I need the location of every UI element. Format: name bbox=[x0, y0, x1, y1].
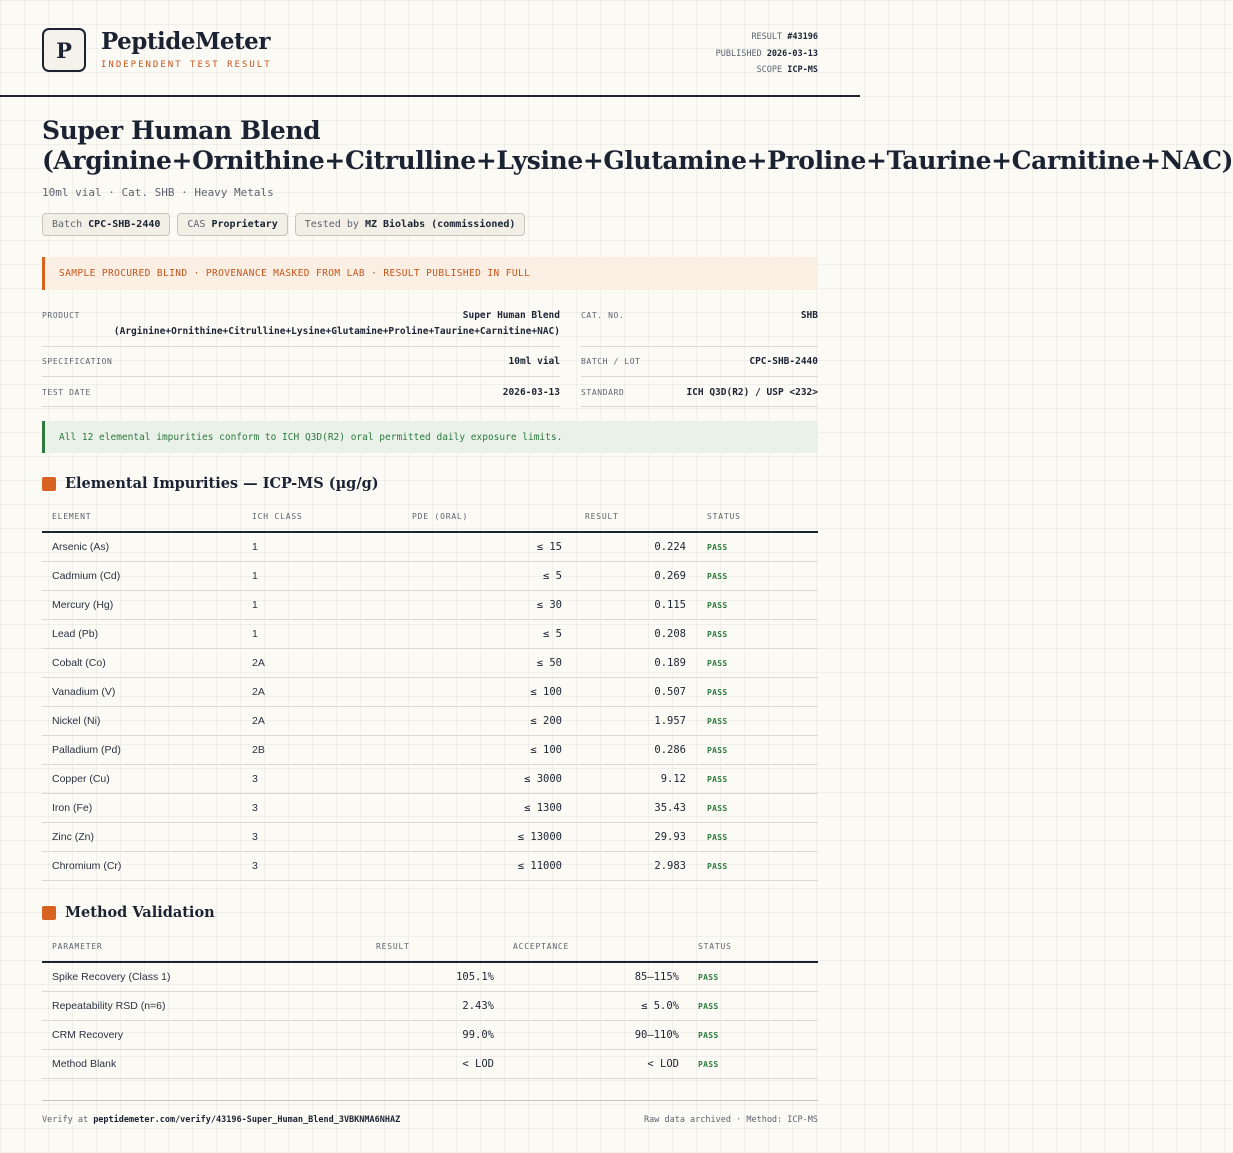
element-cell: Vanadium (V) bbox=[42, 678, 252, 707]
blind-sample-notice: SAMPLE PROCURED BLIND · PROVENANCE MASKED FROM LAB · RESULT PUBLISHED IN FULL bbox=[42, 257, 818, 290]
result-cell: 0.115 bbox=[567, 591, 688, 620]
status-badge: PASS bbox=[688, 620, 818, 649]
result-cell: 0.224 bbox=[567, 532, 688, 562]
parameter-cell: CRM Recovery bbox=[42, 1021, 342, 1050]
batch-lot-value: CPC-SHB-2440 bbox=[749, 356, 818, 367]
product-title-line2: (Arginine+Ornithine+Citrulline+Lysine+Glutamine+Proline+Taurine+Carnitine+NAC) bbox=[42, 146, 1233, 175]
status-badge: PASS bbox=[688, 794, 818, 823]
ich-class-cell: 3 bbox=[252, 852, 372, 881]
table-row bbox=[42, 678, 818, 707]
status-badge: PASS bbox=[679, 1021, 818, 1050]
ich-class-cell: 2A bbox=[252, 678, 372, 707]
specification-label: SPECIFICATION bbox=[42, 357, 113, 366]
status-badge: PASS bbox=[688, 707, 818, 736]
element-cell: Cadmium (Cd) bbox=[42, 562, 252, 591]
result-cell: < LOD bbox=[342, 1050, 494, 1079]
status-badge: PASS bbox=[679, 992, 818, 1021]
pde-cell: ≤ 30 bbox=[372, 591, 567, 620]
result-cell: 0.507 bbox=[567, 678, 688, 707]
column-header: STATUS bbox=[688, 502, 818, 532]
result-cell: 29.93 bbox=[567, 823, 688, 852]
acceptance-cell: 85–115% bbox=[494, 962, 679, 992]
cat-no-value: SHB bbox=[800, 310, 818, 321]
divider bbox=[42, 406, 560, 407]
validation-section-heading bbox=[42, 904, 215, 921]
product-value-1: Super Human Blend bbox=[462, 310, 560, 321]
result-cell: 0.269 bbox=[567, 562, 688, 591]
product-label: PRODUCT bbox=[42, 311, 80, 320]
pde-cell: ≤ 5 bbox=[372, 620, 567, 649]
divider bbox=[42, 376, 560, 377]
column-header: ICH CLASS bbox=[252, 502, 372, 532]
report-header bbox=[0, 0, 860, 97]
divider bbox=[581, 376, 818, 377]
ich-class-cell: 1 bbox=[252, 532, 372, 562]
table-row bbox=[42, 591, 818, 620]
report-meta bbox=[716, 29, 818, 79]
divider bbox=[42, 346, 560, 347]
validation-heading: Method Validation bbox=[65, 904, 215, 921]
table-row bbox=[42, 992, 818, 1021]
table-row bbox=[42, 736, 818, 765]
result-cell: 1.957 bbox=[567, 707, 688, 736]
pde-cell: ≤ 3000 bbox=[372, 765, 567, 794]
element-cell: Zinc (Zn) bbox=[42, 823, 252, 852]
test-date-value: 2026-03-13 bbox=[502, 387, 560, 398]
info-grid-left bbox=[42, 300, 560, 408]
cas-chip: CAS Proprietary bbox=[177, 213, 287, 236]
ich-class-cell: 2B bbox=[252, 736, 372, 765]
footer-divider bbox=[42, 1100, 818, 1101]
result-cell: 105.1% bbox=[342, 962, 494, 992]
result-cell: 35.43 bbox=[567, 794, 688, 823]
table-row bbox=[42, 823, 818, 852]
pde-cell: ≤ 50 bbox=[372, 649, 567, 678]
column-header: PARAMETER bbox=[42, 932, 342, 962]
pde-cell: ≤ 5 bbox=[372, 562, 567, 591]
table-row bbox=[42, 649, 818, 678]
result-cell: 2.43% bbox=[342, 992, 494, 1021]
pde-cell: ≤ 100 bbox=[372, 678, 567, 707]
brand-tagline: INDEPENDENT TEST RESULT bbox=[101, 60, 272, 70]
acceptance-cell: 90–110% bbox=[494, 1021, 679, 1050]
result-id: RESULT #43196 bbox=[751, 32, 818, 42]
table-header-row bbox=[42, 932, 818, 962]
logo: P bbox=[42, 28, 86, 72]
product-title-line1: Super Human Blend bbox=[42, 116, 321, 145]
element-cell: Arsenic (As) bbox=[42, 532, 252, 562]
acceptance-cell: ≤ 5.0% bbox=[494, 992, 679, 1021]
status-badge: PASS bbox=[688, 765, 818, 794]
conformance-notice: All 12 elemental impurities conform to ICH Q3D(R2) oral permitted daily exposure limits. bbox=[42, 421, 818, 453]
status-badge: PASS bbox=[688, 591, 818, 620]
result-cell: 0.189 bbox=[567, 649, 688, 678]
element-cell: Cobalt (Co) bbox=[42, 649, 252, 678]
ich-class-cell: 1 bbox=[252, 591, 372, 620]
column-header: ACCEPTANCE bbox=[494, 932, 679, 962]
verify-line: Verify at peptidemeter.com/verify/43196-Super_Human_Blend_3VBKNMA6NHAZ bbox=[42, 1115, 401, 1125]
info-grid-right bbox=[581, 300, 818, 408]
chip-row bbox=[42, 213, 525, 236]
brand-name: PeptideMeter bbox=[101, 28, 270, 55]
table-row bbox=[42, 962, 818, 992]
table-header-row bbox=[42, 502, 818, 532]
element-cell: Copper (Cu) bbox=[42, 765, 252, 794]
element-cell: Palladium (Pd) bbox=[42, 736, 252, 765]
scope: SCOPE ICP-MS bbox=[756, 65, 818, 75]
ich-class-cell: 1 bbox=[252, 620, 372, 649]
test-date-label: TEST DATE bbox=[42, 388, 91, 397]
status-badge: PASS bbox=[679, 962, 818, 992]
pde-cell: ≤ 15 bbox=[372, 532, 567, 562]
pde-cell: ≤ 13000 bbox=[372, 823, 567, 852]
batch-chip: Batch CPC-SHB-2440 bbox=[42, 213, 170, 236]
status-badge: PASS bbox=[688, 823, 818, 852]
result-cell: 0.208 bbox=[567, 620, 688, 649]
result-cell: 2.983 bbox=[567, 852, 688, 881]
status-badge: PASS bbox=[688, 649, 818, 678]
ich-class-cell: 1 bbox=[252, 562, 372, 591]
element-cell: Iron (Fe) bbox=[42, 794, 252, 823]
element-cell: Mercury (Hg) bbox=[42, 591, 252, 620]
impurities-heading: Elemental Impurities — ICP-MS (µg/g) bbox=[65, 475, 379, 492]
product-value-2: (Arginine+Ornithine+Citrulline+Lysine+Glutamine+Proline+Taurine+Carnitine+NAC) bbox=[113, 326, 560, 337]
table-row bbox=[42, 1021, 818, 1050]
result-cell: 99.0% bbox=[342, 1021, 494, 1050]
divider bbox=[581, 346, 818, 347]
column-header: PDE (ORAL) bbox=[372, 502, 567, 532]
pde-cell: ≤ 100 bbox=[372, 736, 567, 765]
parameter-cell: Method Blank bbox=[42, 1050, 342, 1079]
standard-label: STANDARD bbox=[581, 388, 625, 397]
column-header: ELEMENT bbox=[42, 502, 252, 532]
cat-no-label: CAT. NO. bbox=[581, 311, 625, 320]
ich-class-cell: 2A bbox=[252, 649, 372, 678]
acceptance-cell: < LOD bbox=[494, 1050, 679, 1079]
table-row bbox=[42, 1050, 818, 1079]
validation-table bbox=[42, 932, 818, 1079]
status-badge: PASS bbox=[688, 532, 818, 562]
status-badge: PASS bbox=[688, 678, 818, 707]
column-header: RESULT bbox=[567, 502, 688, 532]
column-header: STATUS bbox=[679, 932, 818, 962]
parameter-cell: Repeatability RSD (n=6) bbox=[42, 992, 342, 1021]
specification-value: 10ml vial bbox=[508, 356, 560, 367]
impurities-table bbox=[42, 502, 818, 881]
ich-class-cell: 2A bbox=[252, 707, 372, 736]
table-row bbox=[42, 852, 818, 881]
table-row bbox=[42, 532, 818, 562]
ich-class-cell: 3 bbox=[252, 823, 372, 852]
element-cell: Chromium (Cr) bbox=[42, 852, 252, 881]
product-title bbox=[42, 116, 1233, 176]
footer-method-note: Raw data archived · Method: ICP-MS bbox=[644, 1115, 818, 1125]
batch-lot-label: BATCH / LOT bbox=[581, 357, 641, 366]
verify-link[interactable]: peptidemeter.com/verify/43196-Super_Human_Blend_3VBKNMA6NHAZ bbox=[93, 1115, 401, 1125]
product-subtitle: 10ml vial · Cat. SHB · Heavy Metals bbox=[42, 186, 274, 199]
table-row bbox=[42, 562, 818, 591]
tested-by-chip: Tested by MZ Biolabs (commissioned) bbox=[295, 213, 526, 236]
status-badge: PASS bbox=[688, 852, 818, 881]
result-cell: 0.286 bbox=[567, 736, 688, 765]
pde-cell: ≤ 200 bbox=[372, 707, 567, 736]
table-row bbox=[42, 707, 818, 736]
published-date: PUBLISHED 2026-03-13 bbox=[715, 48, 818, 59]
impurities-section-heading bbox=[42, 475, 379, 492]
status-badge: PASS bbox=[679, 1050, 818, 1079]
pde-cell: ≤ 1300 bbox=[372, 794, 567, 823]
status-badge: PASS bbox=[688, 562, 818, 591]
element-cell: Lead (Pb) bbox=[42, 620, 252, 649]
standard-value: ICH Q3D(R2) / USP <232> bbox=[686, 387, 818, 398]
table-row bbox=[42, 765, 818, 794]
result-cell: 9.12 bbox=[567, 765, 688, 794]
ich-class-cell: 3 bbox=[252, 765, 372, 794]
table-row bbox=[42, 620, 818, 649]
column-header: RESULT bbox=[342, 932, 494, 962]
parameter-cell: Spike Recovery (Class 1) bbox=[42, 962, 342, 992]
status-badge: PASS bbox=[688, 736, 818, 765]
divider bbox=[581, 406, 818, 407]
table-row bbox=[42, 794, 818, 823]
element-cell: Nickel (Ni) bbox=[42, 707, 252, 736]
section-marker-icon bbox=[42, 906, 56, 920]
pde-cell: ≤ 11000 bbox=[372, 852, 567, 881]
section-marker-icon bbox=[42, 477, 56, 491]
ich-class-cell: 3 bbox=[252, 794, 372, 823]
